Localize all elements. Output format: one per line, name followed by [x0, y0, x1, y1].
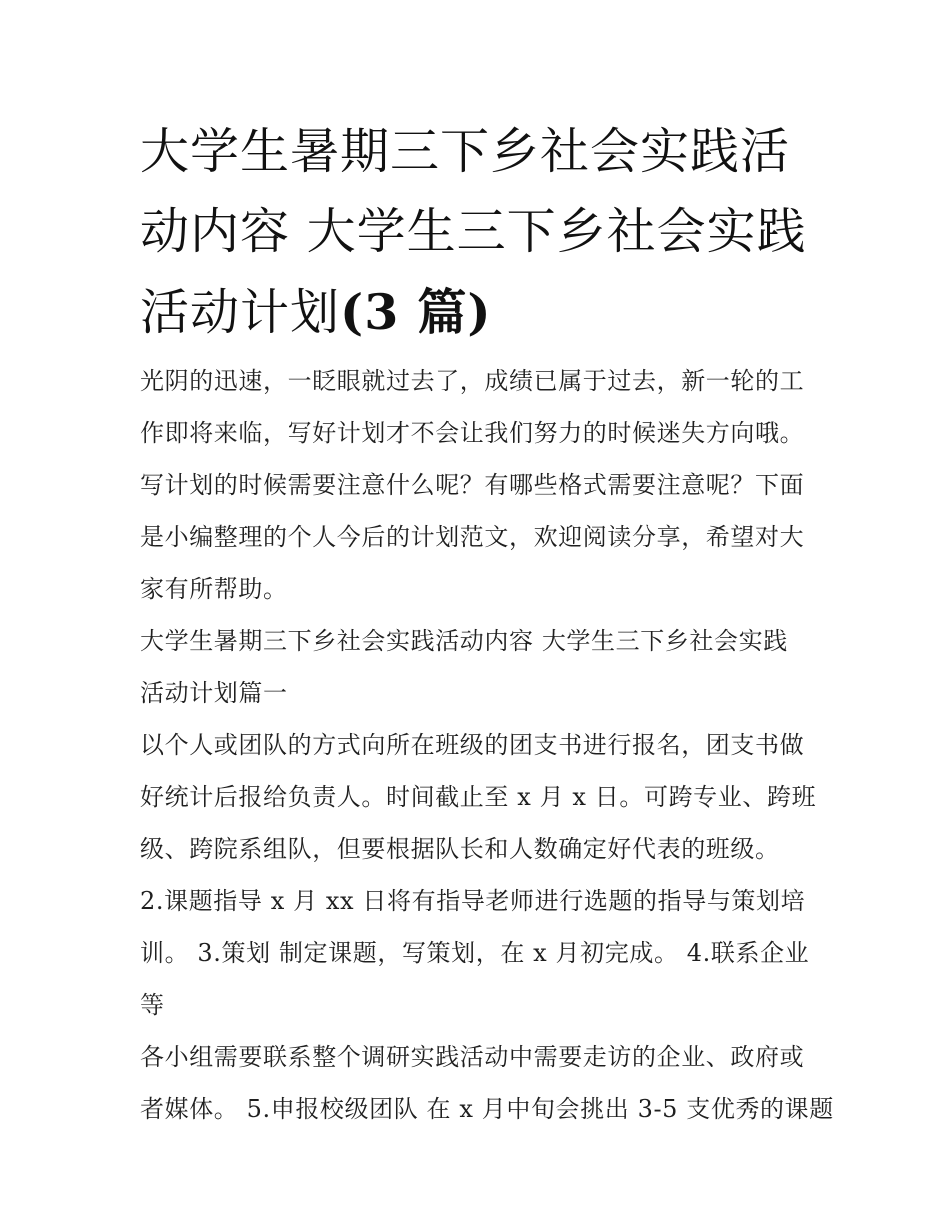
title-line-3-suffix: (3 篇): [340, 283, 492, 341]
paragraph-line: 家有所帮助。: [140, 575, 288, 603]
document-page: [140, 0, 834, 1229]
title-line-1: 大学生暑期三下乡社会实践活: [140, 123, 791, 180]
paragraph-line: 者媒体。 5.申报校级团队 在 x 月中旬会挑出 3-5 支优秀的课题: [140, 1095, 834, 1123]
title-line-2: 动内容 大学生三下乡社会实践: [140, 203, 807, 260]
paragraph-line: 是小编整理的个人今后的计划范文，欢迎阅读分享，希望对大: [140, 523, 805, 551]
paragraph-line: 以个人或团队的方式向所在班级的团支书进行报名，团支书做: [140, 731, 805, 759]
paragraph-line: 光阴的迅速，一眨眼就过去了，成绩已属于过去，新一轮的工: [140, 367, 805, 395]
paragraph-line: 等: [140, 991, 165, 1019]
paragraph-line: 作即将来临，写好计划才不会让我们努力的时候迷失方向哦。: [140, 419, 805, 447]
paragraph-line: 写计划的时候需要注意什么呢？有哪些格式需要注意呢？下面: [140, 471, 805, 499]
paragraph-line: 各小组需要联系整个调研实践活动中需要走访的企业、政府或: [140, 1043, 805, 1071]
paragraph-line: 2.课题指导 x 月 xx 日将有指导老师进行选题的指导与策划培: [140, 887, 806, 915]
paragraph-line: 训。 3.策划 制定课题，写策划，在 x 月初完成。 4.联系企业: [140, 939, 810, 967]
section-heading-line: 大学生暑期三下乡社会实践活动内容 大学生三下乡社会实践: [140, 627, 788, 655]
title-line-3: 活动计划: [140, 284, 341, 341]
section-heading-line: 活动计划篇一: [140, 679, 288, 707]
paragraph-line: 级、跨院系组队，但要根据队长和人数确定好代表的班级。: [140, 835, 780, 863]
document-title: [140, 112, 820, 353]
paragraph-line: 好统计后报给负责人。时间截止至 x 月 x 日。可跨专业、跨班: [140, 783, 817, 811]
